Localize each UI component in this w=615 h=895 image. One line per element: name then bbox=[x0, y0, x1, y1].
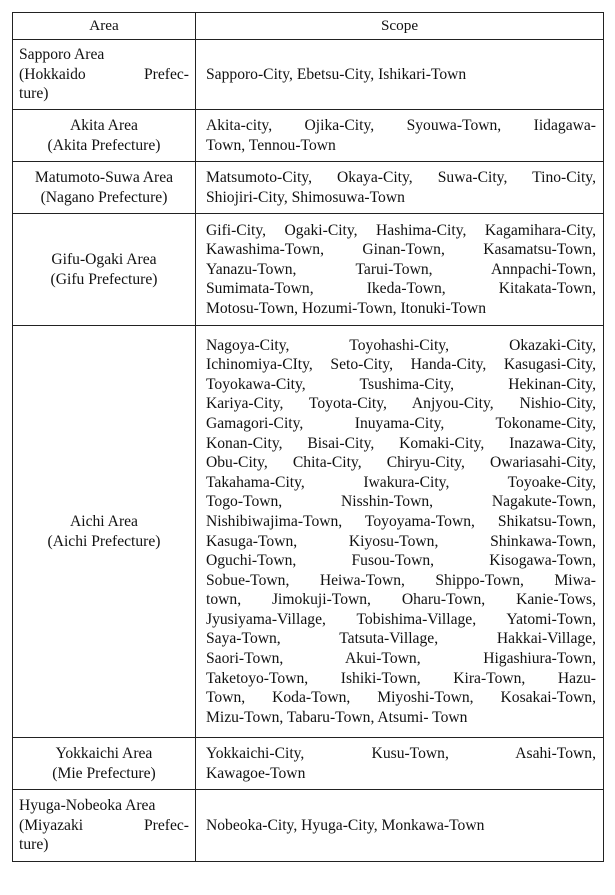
area-cell bbox=[13, 790, 196, 862]
table-row bbox=[13, 162, 604, 214]
area-line: Matumoto-Suwa Area bbox=[34, 168, 174, 186]
area-line: Sapporo Area bbox=[19, 46, 105, 64]
scope-line: Takahama-City, Iwakura-City, Toyoake-City, bbox=[206, 473, 596, 491]
area-line: (Hokkaido Prefec- bbox=[19, 65, 189, 83]
scope-line: Ichinomiya-CIty, Seto-City, Handa-City, Kasugasi-City, bbox=[206, 356, 596, 374]
scope-line: Sumimata-Town, Ikeda-Town, Kitakata-Town, bbox=[206, 280, 596, 298]
area-cell bbox=[13, 40, 196, 110]
scope-line: Yokkaichi-City, Kusu-Town, Asahi-Town, bbox=[206, 744, 596, 762]
scope-cell bbox=[196, 162, 604, 214]
scope-line: Kariya-City, Toyota-City, Anjyou-City, Nishio-City, bbox=[206, 395, 596, 413]
area-line: (Gifu Prefecture) bbox=[50, 270, 158, 288]
scope-line: Akita-city, Ojika-City, Syouwa-Town, Iidagawa- bbox=[206, 116, 596, 134]
scope-line: Nishibiwajima-Town, Toyoyama-Town, Shikatsu-Town, bbox=[206, 512, 596, 530]
table-row bbox=[13, 790, 604, 862]
table-row bbox=[13, 326, 604, 738]
area-line: Akita Area bbox=[70, 116, 138, 134]
scope-line: Town, Koda-Town, Miyoshi-Town, Kosakai-Town, bbox=[206, 689, 596, 707]
scope-line: Kawagoe-Town bbox=[206, 764, 306, 782]
scope-line: Shiojiri-City, Shimosuwa-Town bbox=[206, 188, 405, 206]
table-row bbox=[13, 40, 604, 110]
scope-line: Oguchi-Town, Fusou-Town, Kisogawa-Town, bbox=[206, 552, 596, 570]
scope-line: Toyokawa-City, Tsushima-City, Hekinan-City, bbox=[206, 375, 596, 393]
scope-column-header: Scope bbox=[196, 13, 604, 40]
scope-line: Kawashima-Town, Ginan-Town, Kasamatsu-Town, bbox=[206, 241, 596, 259]
area-line: Aichi Area bbox=[70, 512, 138, 530]
area-line: Hyuga-Nobeoka Area bbox=[19, 797, 156, 815]
area-line: (Akita Prefecture) bbox=[47, 136, 161, 154]
area-column-header: Area bbox=[13, 13, 196, 40]
area-cell bbox=[13, 110, 196, 162]
table-body bbox=[13, 40, 604, 862]
scope-line: Saori-Town, Akui-Town, Higashiura-Town, bbox=[206, 650, 596, 668]
area-scope-table bbox=[12, 12, 604, 862]
area-line: (Nagano Prefecture) bbox=[40, 188, 168, 206]
table-row bbox=[13, 110, 604, 162]
area-line: Gifu-Ogaki Area bbox=[51, 250, 157, 268]
scope-line: Town, Tennou-Town bbox=[206, 136, 336, 154]
area-line: (Aichi Prefecture) bbox=[47, 532, 161, 550]
scope-line: Obu-City, Chita-City, Chiryu-City, Owariasahi-City, bbox=[206, 454, 596, 472]
area-cell bbox=[13, 738, 196, 790]
table-row bbox=[13, 214, 604, 326]
scope-line: Taketoyo-Town, Ishiki-Town, Kira-Town, Hazu- bbox=[206, 669, 596, 687]
scope-line: Gifi-City, Ogaki-City, Hashima-City, Kagamihara-City, bbox=[206, 221, 596, 239]
scope-line: Nagoya-City, Toyohashi-City, Okazaki-City, bbox=[206, 336, 596, 354]
scope-line: Saya-Town, Tatsuta-Village, Hakkai-Village, bbox=[206, 630, 596, 648]
scope-line: Matsumoto-City, Okaya-City, Suwa-City, Tino-City, bbox=[206, 168, 596, 186]
scope-line: town, Jimokuji-Town, Oharu-Town, Kanie-Tows, bbox=[206, 591, 596, 609]
scope-cell bbox=[196, 40, 604, 110]
area-line: ture) bbox=[19, 85, 49, 103]
scope-line: Mizu-Town, Tabaru-Town, Atsumi- Town bbox=[206, 708, 468, 726]
scope-cell bbox=[196, 790, 604, 862]
table-row bbox=[13, 738, 604, 790]
scope-cell bbox=[196, 738, 604, 790]
scope-line: Gamagori-City, Inuyama-City, Tokoname-City, bbox=[206, 414, 596, 432]
scope-line: Sobue-Town, Heiwa-Town, Shippo-Town, Miwa- bbox=[206, 571, 596, 589]
scope-cell bbox=[196, 110, 604, 162]
scope-line: Kasuga-Town, Kiyosu-Town, Shinkawa-Town, bbox=[206, 532, 596, 550]
scope-line: Konan-City, Bisai-City, Komaki-City, Inazawa-City, bbox=[206, 434, 596, 452]
area-line: (Mie Prefecture) bbox=[52, 764, 156, 782]
scope-cell bbox=[196, 214, 604, 326]
header-row bbox=[13, 13, 604, 40]
scope-line: Yanazu-Town, Tarui-Town, Annpachi-Town, bbox=[206, 260, 596, 278]
scope-cell bbox=[196, 326, 604, 738]
scope-line: Jyusiyama-Village, Tobishima-Village, Yatomi-Town, bbox=[206, 610, 596, 628]
scope-line: Sapporo-City, Ebetsu-City, Ishikari-Town bbox=[206, 65, 467, 83]
area-line: (Miyazaki Prefec- bbox=[19, 816, 189, 834]
scope-line: Nobeoka-City, Hyuga-City, Monkawa-Town bbox=[206, 816, 485, 834]
area-cell bbox=[13, 162, 196, 214]
area-line: Yokkaichi Area bbox=[55, 744, 153, 762]
scope-line: Togo-Town, Nisshin-Town, Nagakute-Town, bbox=[206, 493, 596, 511]
area-cell bbox=[13, 326, 196, 738]
area-line: ture) bbox=[19, 836, 49, 854]
scope-line: Motosu-Town, Hozumi-Town, Itonuki-Town bbox=[206, 299, 486, 317]
area-cell bbox=[13, 214, 196, 326]
